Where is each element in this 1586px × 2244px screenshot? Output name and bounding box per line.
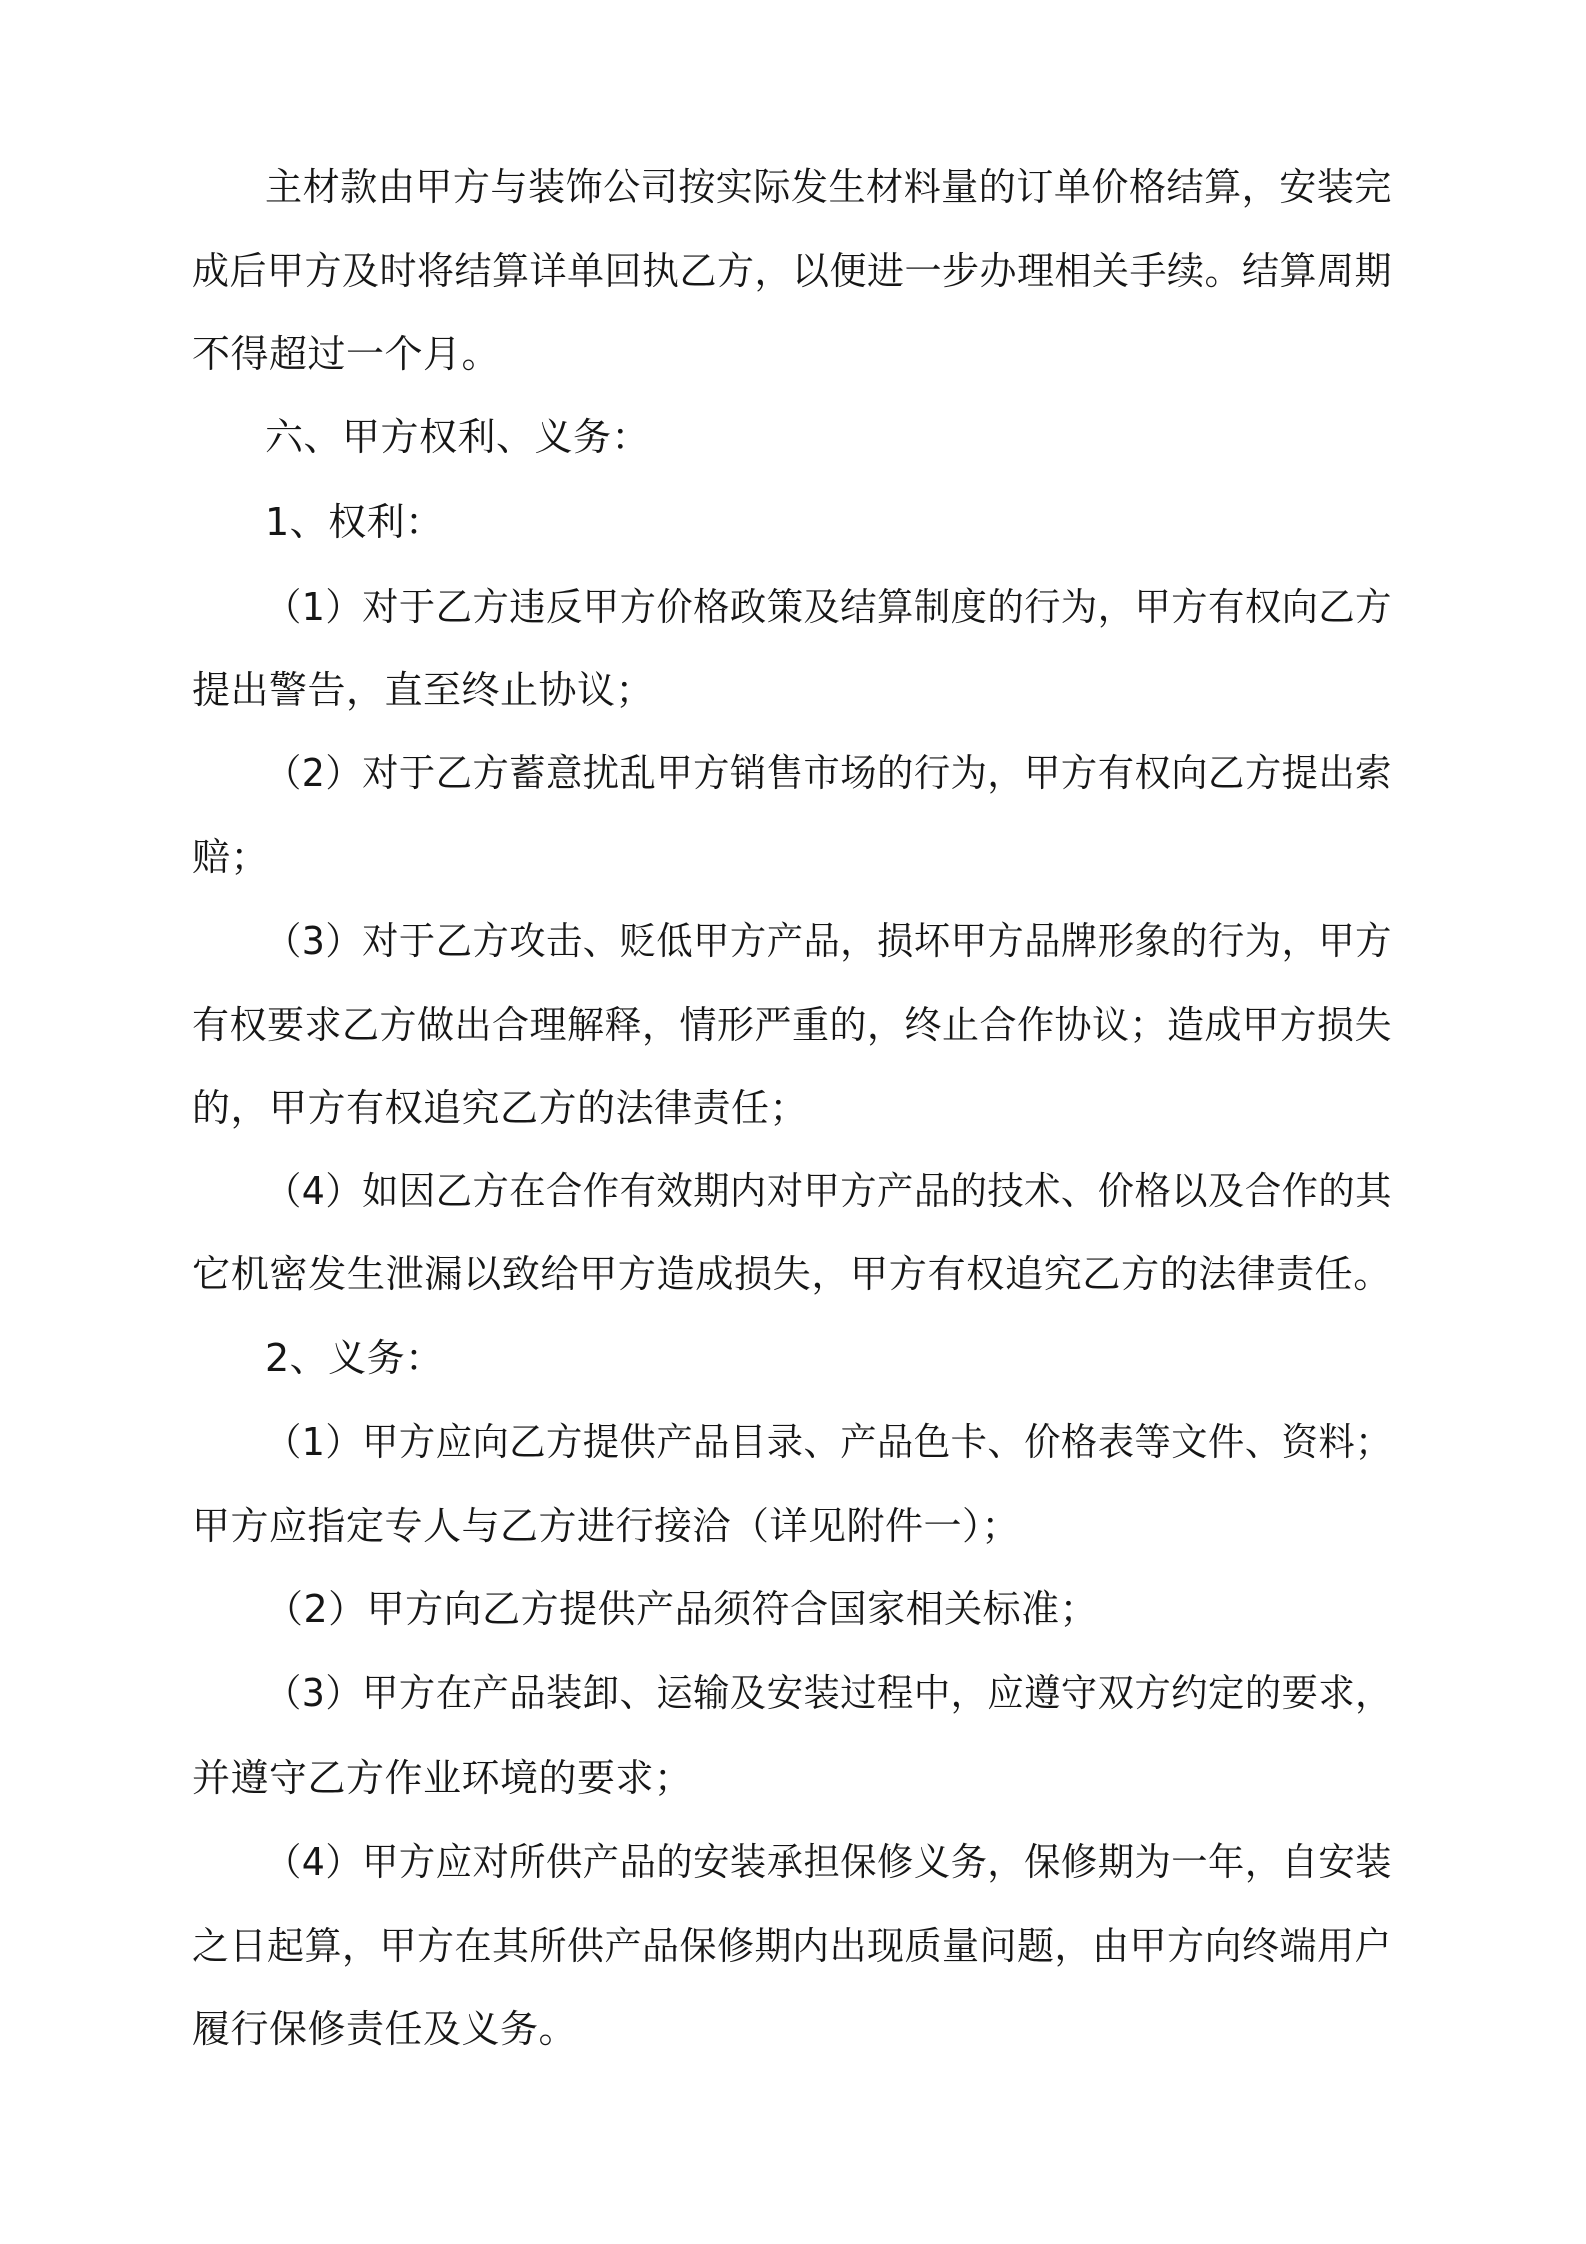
- paragraph-line: （1）甲方应向乙方提供产品目录、产品色卡、价格表等文件、资料；: [265, 1420, 1392, 1464]
- paragraph-line: （2）对于乙方蓄意扰乱甲方销售市场的行为，甲方有权向乙方提出索: [265, 751, 1392, 795]
- paragraph-line: 履行保修责任及义务。: [192, 2007, 578, 2051]
- paragraph-line: （1）对于乙方违反甲方价格政策及结算制度的行为，甲方有权向乙方: [265, 585, 1392, 629]
- paragraph-line: 赔；: [192, 835, 270, 879]
- paragraph-line: （4）如因乙方在合作有效期内对甲方产品的技术、价格以及合作的其: [265, 1169, 1392, 1213]
- paragraph-line: 有权要求乙方做出合理解释，情形严重的，终止合作协议；造成甲方损失: [192, 1003, 1392, 1047]
- paragraph-line: 六、甲方权利、义务：: [265, 415, 651, 459]
- paragraph-line: （2）甲方向乙方提供产品须符合国家相关标准；: [265, 1587, 1099, 1631]
- paragraph-line: 主材款由甲方与装饰公司按实际发生材料量的订单价格结算，安装完: [265, 165, 1392, 209]
- paragraph-line: 2、义务：: [265, 1336, 444, 1380]
- paragraph-line: 1、权利：: [265, 500, 444, 544]
- paragraph-line: 甲方应指定专人与乙方进行接洽（详见附件一）；: [192, 1504, 1021, 1548]
- paragraph-line: （3）对于乙方攻击、贬低甲方产品，损坏甲方品牌形象的行为，甲方: [265, 919, 1392, 963]
- paragraph-line: 成后甲方及时将结算详单回执乙方，以便进一步办理相关手续。结算周期: [192, 249, 1392, 293]
- paragraph-line: 并遵守乙方作业环境的要求；: [192, 1756, 693, 1800]
- paragraph-line: 不得超过一个月。: [192, 332, 501, 376]
- paragraph-line: 提出警告，直至终止协议；: [192, 668, 655, 712]
- paragraph-line: 它机密发生泄漏以致给甲方造成损失，甲方有权追究乙方的法律责任。: [192, 1252, 1392, 1296]
- paragraph-line: 的，甲方有权追究乙方的法律责任；: [192, 1086, 809, 1130]
- paragraph-line: （3）甲方在产品装卸、运输及安装过程中，应遵守双方约定的要求，: [265, 1671, 1392, 1715]
- paragraph-line: 之日起算，甲方在其所供产品保修期内出现质量问题，由甲方向终端用户: [192, 1924, 1392, 1968]
- paragraph-line: （4）甲方应对所供产品的安装承担保修义务，保修期为一年，自安装: [265, 1840, 1392, 1884]
